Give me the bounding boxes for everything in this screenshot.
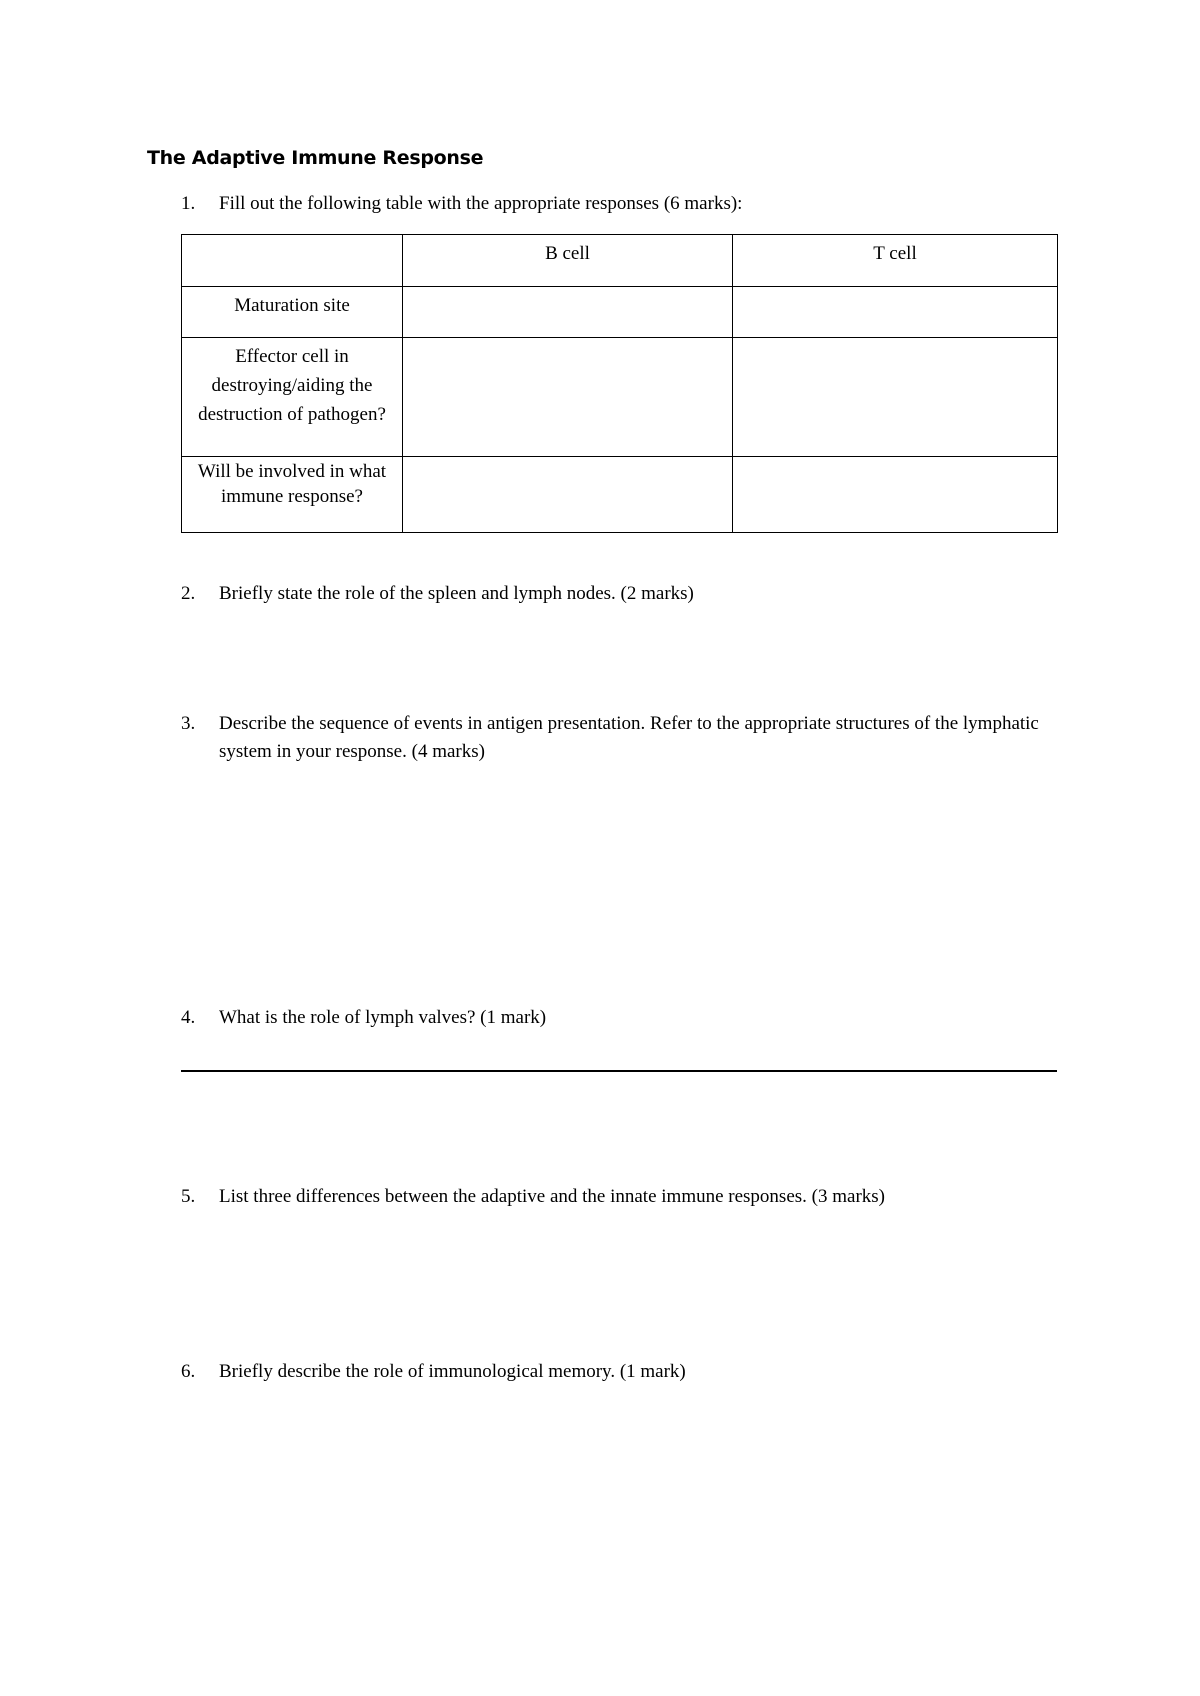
question-text: Briefly describe the role of immunological memory. (1 mark) (219, 1361, 686, 1382)
row-label-maturation-site: Maturation site (182, 287, 403, 338)
question-2 (181, 580, 1061, 608)
table-row (182, 338, 1058, 457)
table-header-t-cell: T cell (733, 235, 1058, 287)
question-number: 2. (181, 583, 196, 604)
row-label-immune-response: Will be involved in what immune response? (182, 457, 403, 533)
question-number: 3. (181, 713, 196, 734)
table-row (182, 457, 1058, 533)
worksheet-title: The Adaptive Immune Response (147, 147, 484, 169)
question-text: List three differences between the adaptive and the innate immune responses. (3 marks) (219, 1186, 885, 1207)
answer-line (181, 1070, 1057, 1072)
answer-cell-b-cell[interactable] (403, 457, 733, 533)
question-5 (181, 1183, 1061, 1211)
question-6 (181, 1358, 1061, 1386)
answer-cell-b-cell[interactable] (403, 287, 733, 338)
answer-cell-t-cell[interactable] (733, 338, 1058, 457)
question-1 (181, 190, 1061, 218)
question-text: What is the role of lymph valves? (1 mark) (219, 1007, 547, 1028)
question-text: Describe the sequence of events in antigen presentation. Refer to the appropriate structures of the lymphatic system in your response. (4 marks) (219, 713, 1039, 762)
table-header-b-cell: B cell (403, 235, 733, 287)
answer-cell-t-cell[interactable] (733, 457, 1058, 533)
table-row (182, 287, 1058, 338)
table-header-empty (182, 235, 403, 287)
answer-cell-b-cell[interactable] (403, 338, 733, 457)
table-header-row (182, 235, 1058, 287)
row-label-effector-cell: Effector cell in destroying/aiding the destruction of pathogen? (182, 338, 403, 457)
question-text: Fill out the following table with the appropriate responses (6 marks): (219, 193, 743, 214)
question-number: 5. (181, 1186, 196, 1207)
question-4 (181, 1004, 1061, 1032)
answer-cell-t-cell[interactable] (733, 287, 1058, 338)
question-number: 4. (181, 1007, 196, 1028)
question-number: 6. (181, 1361, 196, 1382)
question-text: Briefly state the role of the spleen and lymph nodes. (2 marks) (219, 583, 694, 604)
question-3 (181, 710, 1061, 766)
question-number: 1. (181, 193, 196, 214)
response-table (181, 234, 1058, 533)
